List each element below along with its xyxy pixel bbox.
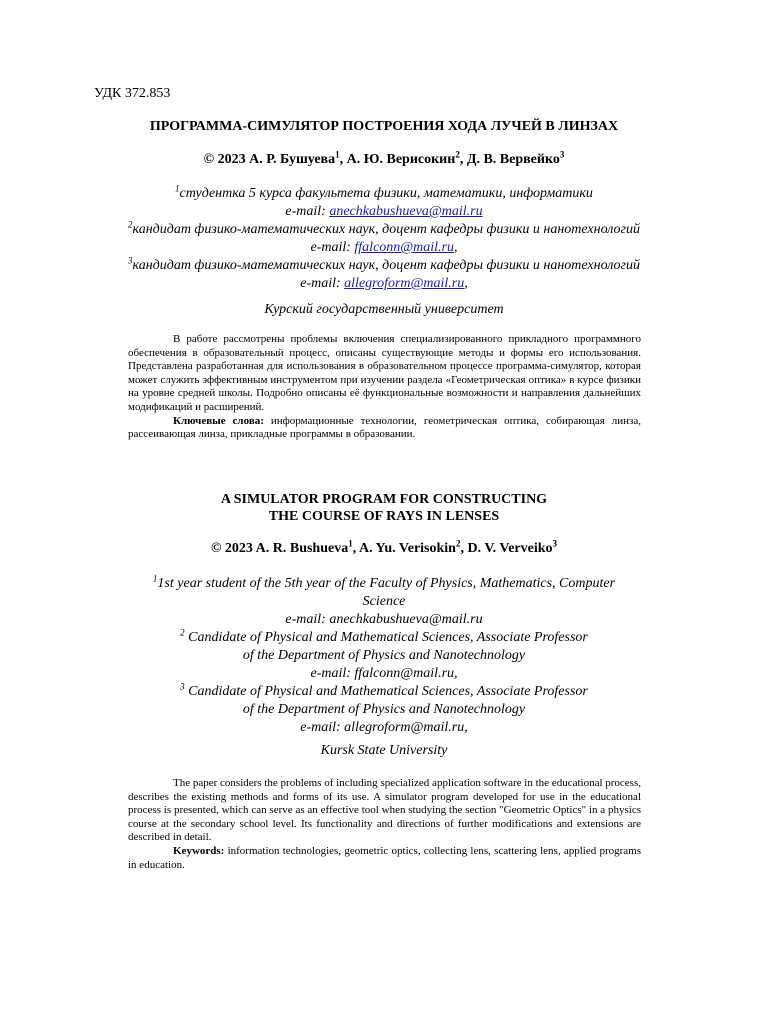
affiliation-line [0,701,768,719]
authors-russian [0,149,768,168]
affiliation-mark: 2 [180,627,185,638]
title-line: THE COURSE OF RAYS IN LENSES [268,509,500,524]
author-mark: 1 [348,538,353,549]
keywords-label: Ключевые слова: [173,414,264,427]
author-mark: 3 [559,149,565,160]
affiliation-mark: 2 [128,219,133,230]
keywords-text: information technologies, geometric optics, collecting lens, scattering lens, applied programs in education. [128,844,641,871]
affiliation-email: e-mail: ffalconn@mail.ru, [310,666,458,681]
affiliation-email-line [0,275,768,293]
author-mark: 1 [335,149,340,160]
affiliations-english [0,575,768,737]
author-separator: , [459,152,467,167]
affiliation-email-line [0,611,768,629]
affiliation-line [0,221,768,239]
affiliation-text: кандидат физико-математических наук, доцент кафедры физики и нанотехнологий [132,222,640,237]
affiliation-email-line [0,203,768,221]
affiliation-mark: 3 [128,255,133,266]
email-suffix: , [464,276,468,291]
email-prefix: e-mail: [285,204,330,219]
udk-code: УДК 372.853 [94,86,171,101]
title-line: A SIMULATOR PROGRAM FOR CONSTRUCTING [220,492,548,507]
affiliation-text: Science [362,594,406,609]
title-russian: ПРОГРАММА-СИМУЛЯТОР ПОСТРОЕНИЯ ХОДА ЛУЧЕЙ В ЛИНЗАХ [149,119,619,134]
affiliation-mark: 3 [180,681,185,692]
author-name: А. Р. Бушуева [249,152,336,167]
author-name: Д. В. Вервейко [466,152,560,167]
email-link[interactable]: ffalconn@mail.ru [354,240,455,255]
affiliation-text: 1st year student of the 5th year of the Faculty of Physics, Mathematics, Computer [157,576,616,591]
affiliation-email: e-mail: allegroform@mail.ru, [300,720,468,735]
affiliation-text: студентка 5 курса факультета физики, математики, информатики [179,186,593,201]
email-suffix: , [454,240,458,255]
author-separator: , [460,541,468,556]
email-prefix: e-mail: [310,240,355,255]
university-russian: Курский государственный университет [264,302,504,317]
affiliation-text: of the Department of Physics and Nanotechnology [242,648,526,663]
affiliation-mark: 1 [152,573,158,584]
abstract-text: The paper considers the problems of including specialized application software in the educational process, describes the existing methods and forms of its use. A simulator program developed for use in the educational process is presented, which can serve as an effective tool when studying the section "Geometric Optics" in a physics course at the secondary school level. Its functionality and directions of further modifications and extensions are described in detail. [128,777,641,844]
abstract-english [128,777,641,872]
affiliation-text: of the Department of Physics and Nanotechnology [242,702,526,717]
affiliation-line [0,257,768,275]
keywords-label: Keywords: [173,844,225,857]
author-separator: , [339,152,347,167]
affiliation-line [0,593,768,611]
title-english [0,491,768,525]
affiliation-line [0,629,768,647]
author-mark: 2 [455,538,461,549]
affiliation-email-line [0,719,768,737]
author-name: A. R. Bushueva [255,541,349,556]
keywords-paragraph [128,415,641,442]
affiliation-line [0,185,768,203]
author-name: А. Ю. Верисокин [346,152,456,167]
affiliation-mark: 1 [175,183,180,194]
affiliation-email-line [0,665,768,683]
affiliation-email: e-mail: anechkabushueva@mail.ru [285,612,483,627]
author-name: A. Yu. Verisokin [358,541,456,556]
affiliation-text: Candidate of Physical and Mathematical Sciences, Associate Professor [184,684,588,699]
abstract-russian [128,333,641,442]
affiliation-line [0,683,768,701]
affiliation-text: кандидат физико-математических наук, доцент кафедры физики и нанотехнологий [132,258,640,273]
keywords-text: информационные технологии, геометрическая оптика, собирающая линза, рассеивающая линза, прикладные программы в образовании. [128,414,641,441]
email-link[interactable]: allegroform@mail.ru [344,276,465,291]
affiliation-email-line [0,239,768,257]
copyright-prefix: © 2023 [210,541,256,556]
author-mark: 2 [455,149,460,160]
affiliation-line [0,647,768,665]
copyright-prefix: © 2023 [203,152,250,167]
authors-english [0,538,768,557]
author-name: D. V. Verveiko [467,541,553,556]
email-prefix: e-mail: [300,276,345,291]
email-link[interactable]: anechkabushueva@mail.ru [329,204,483,219]
author-separator: , [352,541,359,556]
affiliations-russian [0,185,768,293]
abstract-text: В работе рассмотрены проблемы включения специализированного прикладного программного обеспечения в образовательный процесс, описаны существующие методы и формы его использования. Представлена разработанная для использования в образовательном процессе программа-симулятор, которая может служить эффективным инструментом при изучении раздела «Геометрическая оптика» в курсе физики на уровне средней школы. Подробно описаны её функциональные возможности и направления дальнейших модификаций и расширений. [128,333,641,413]
university-english: Kursk State University [320,743,448,758]
affiliation-line [0,575,768,593]
author-mark: 3 [552,538,558,549]
keywords-paragraph [128,845,641,872]
affiliation-text: Candidate of Physical and Mathematical Sciences, Associate Professor [184,630,588,645]
